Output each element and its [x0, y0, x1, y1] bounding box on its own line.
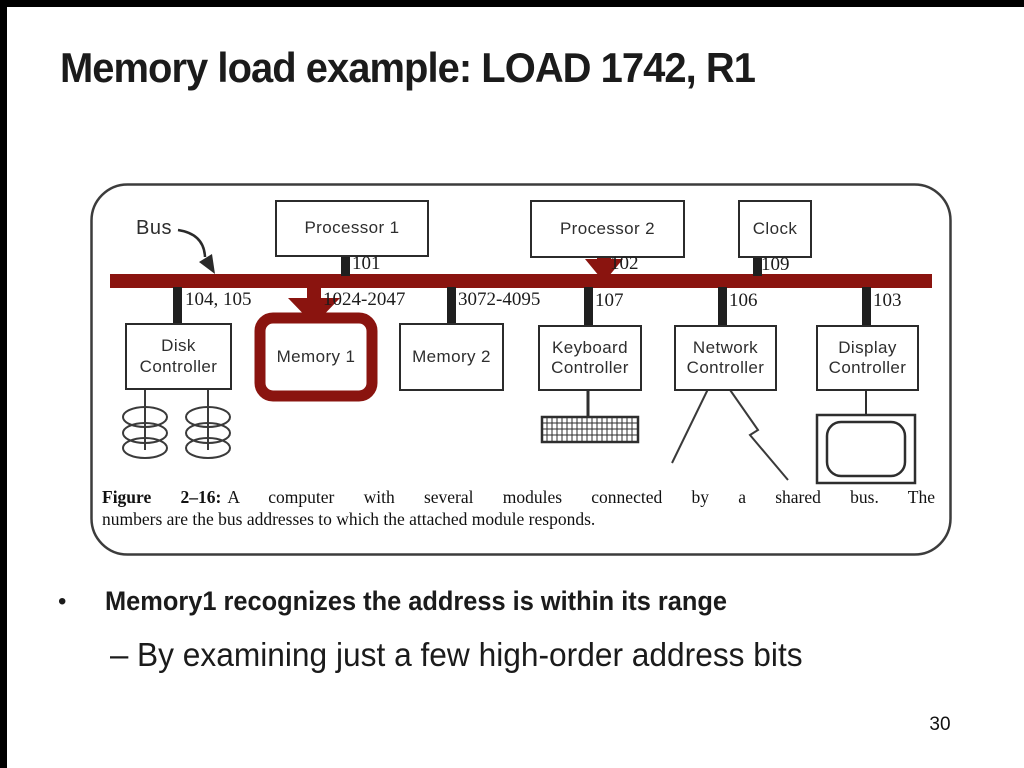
connector-keyboard [584, 287, 593, 327]
address-clock: 109 [761, 254, 790, 275]
node-processor1-label: Processor 1 [304, 218, 400, 238]
connector-memory2 [447, 287, 456, 325]
disk-stack-icons [123, 386, 230, 458]
node-processor1 [275, 200, 429, 257]
bullet-2-marker: – [110, 636, 129, 673]
bus-label: Bus [136, 217, 172, 239]
node-keyboard-controller [538, 325, 642, 391]
address-processor1: 101 [352, 253, 381, 274]
node-clock-label: Clock [752, 218, 798, 238]
node-clock [738, 200, 812, 258]
node-display-controller-label: Display Controller [828, 337, 907, 377]
bullet-item-2 [110, 636, 831, 674]
node-memory2 [399, 323, 504, 391]
node-display-controller [816, 325, 919, 391]
figure-caption-text1: A computer with several modules connected by a shared bus. The [227, 487, 935, 507]
node-disk-controller-label: Disk Controller [139, 336, 218, 376]
node-processor2 [530, 200, 685, 258]
shared-bus-bar [110, 274, 932, 288]
connector-network [718, 287, 727, 327]
address-keyboard: 107 [595, 290, 624, 311]
node-network-controller-label: Network Controller [686, 337, 765, 377]
node-network-controller [674, 325, 777, 391]
keyboard-icon [542, 387, 638, 442]
bus-diagram-figure [90, 183, 952, 556]
bullet-2-text: By examining just a few high-order address bits [137, 636, 803, 673]
bullet-item-1 [58, 586, 767, 618]
left-edge-bar [0, 0, 7, 768]
address-disk: 104, 105 [185, 289, 252, 310]
bullet-1-text: Memory1 recognizes the address is within its range [105, 586, 728, 616]
top-edge-bar [0, 0, 1024, 7]
network-link-icon [672, 387, 788, 480]
node-processor2-label: Processor 2 [559, 218, 656, 238]
node-keyboard-controller-label: Keyboard Controller [551, 337, 629, 377]
slide-title: Memory load example: LOAD 1742, R1 [60, 44, 756, 91]
figure-caption [102, 486, 935, 530]
node-disk-controller [125, 323, 232, 390]
node-memory2-label: Memory 2 [412, 346, 491, 366]
connector-display [862, 287, 871, 327]
figure-caption-line1 [102, 486, 935, 508]
figure-caption-number: Figure 2–16: [102, 487, 222, 507]
address-memory1: 1024-2047 [323, 289, 406, 310]
bus-pointer-curve [178, 230, 205, 257]
figure-caption-line2: numbers are the bus addresses to which the attached module responds. [102, 509, 596, 529]
page-number: 30 [929, 714, 951, 735]
address-memory2: 3072-4095 [458, 289, 541, 310]
address-network: 106 [729, 290, 758, 311]
connector-disk [173, 287, 182, 325]
bullet-1-marker: • [58, 588, 67, 615]
bus-pointer-arrowhead [199, 254, 215, 274]
address-processor2: 102 [610, 253, 639, 274]
address-display: 103 [873, 290, 902, 311]
monitor-icon [817, 387, 915, 483]
node-memory1-label: Memory 1 [276, 346, 356, 366]
node-memory1 [268, 325, 364, 389]
